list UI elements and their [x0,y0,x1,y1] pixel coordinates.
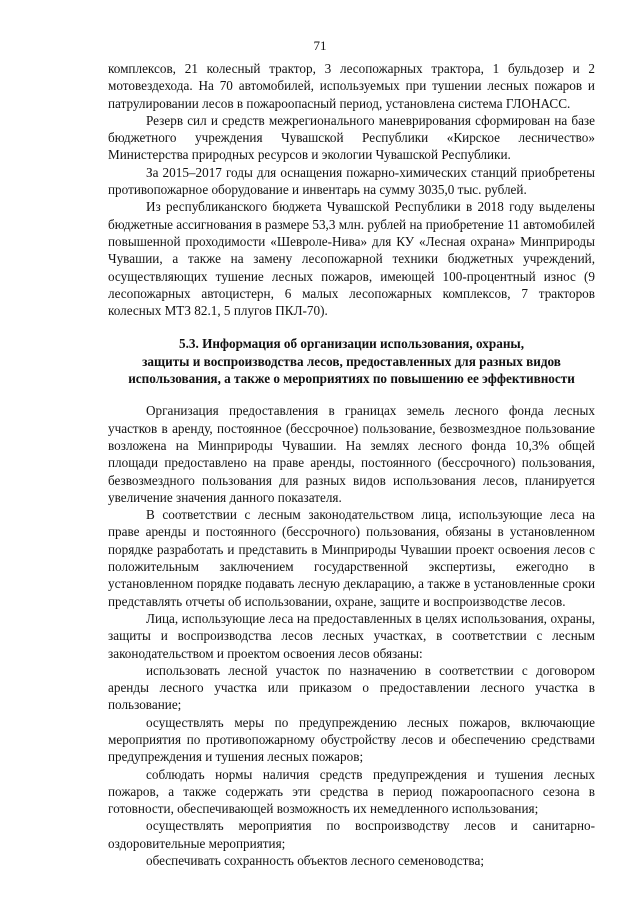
section-heading-line: использования, а также о мероприятиях по повышению ее эффективности [128,371,575,387]
paragraph: использовать лесной участок по назначению в соответствии с договором аренды лесного участка или приказом о предоставлении лесного участка в пользование; [108,662,595,713]
paragraph: комплексов, 21 колесный трактор, 3 лесопожарных трактора, 1 бульдозер и 2 мотовездехода. На 70 автомобилей, используемых при тушении лесных пожаров и патрулировании лесов в пожароопасный период, установлена система ГЛОНАСС. [108,61,595,111]
paragraph: Из республиканского бюджета Чувашской Республики в 2018 году выделены бюджетные ассигнования в размере 53,3 млн. рублей на приобретение 11 автомобилей повышенной проходимости «Шевроле-Нива» для КУ «Лесная охрана» Минприроды Чувашии, а также на замену лесопожарной техники бюджетных учреждений, осуществляющих тушение лесных пожаров, имеющей 100-процентный износ (9 лесопожарных автоцистерн, 6 малых лесопожарных комплексов, 7 тракторов колесных МТЗ 82.1, 5 плугов ПКЛ-70). [108,199,595,319]
paragraphs-before [108,60,595,319]
page-number: 71 [313,38,327,53]
page-content [108,60,595,869]
paragraphs-after [108,402,595,869]
paragraph: Лица, использующие леса на предоставленных в целях использования, охраны, защиты и воспроизводства лесов лесных участках, в соответствии с лесным законодательством и проектом освоения лесов обязаны: [108,610,595,661]
paragraph: В соответствии с лесным законодательством лица, использующие леса на праве аренды и постоянного (бессрочного) пользования, обязаны в установленном порядке разработать и представить в Минприроды Чувашии проект освоения лесов с положительным заключением государственной экспертизы, ежегодно в установленном порядке подавать лесную декларацию, а также в установленные сроки представлять отчеты об использовании, охране, защите и воспроизводстве лесов. [108,507,595,609]
paragraph: осуществлять меры по предупреждению лесных пожаров, включающие мероприятия по противопожарному обустройству лесов и обеспечению средствами предупреждения и тушения лесных пожаров; [108,714,595,765]
section-heading [108,335,595,387]
paragraph: осуществлять мероприятия по воспроизводству лесов и санитарно-оздоровительные мероприятия; [108,818,595,851]
paragraph: Организация предоставления в границах земель лесного фонда лесных участков в аренду, постоянное (бессрочное) пользование, безвозмездное пользование возложена на Минприроды Чувашии. На землях лесного фонда 10,3% общей площади предоставлено на праве аренды, постоянного (бессрочного) пользования, безвозмездного пользования для разных видов использования лесов, планируется увеличение значения данного показателя. [108,403,595,505]
section-heading-line: защиты и воспроизводства лесов, предоставленных для разных видов [142,353,561,369]
paragraph: обеспечивать сохранность объектов лесного семеноводства; [146,853,484,869]
paragraph: соблюдать нормы наличия средств предупреждения и тушения лесных пожаров, а также содержать эти средства в период пожароопасного сезона в готовности, обеспечивающей возможность их немедленного использования; [108,766,595,817]
paragraph: За 2015–2017 годы для оснащения пожарно-химических станций приобретены противопожарное оборудование и инвентарь на сумму 3035,0 тыс. рублей. [108,164,595,198]
section-heading-line: 5.3. Информация об организации использования, охраны, [178,336,525,352]
paragraph: Резерв сил и средств межрегионального маневрирования сформирован на базе бюджетного учреждения Чувашской Республики «Кирское лесничество» Министерства природных ресурсов и экологии Чувашской Республики. [108,112,595,163]
